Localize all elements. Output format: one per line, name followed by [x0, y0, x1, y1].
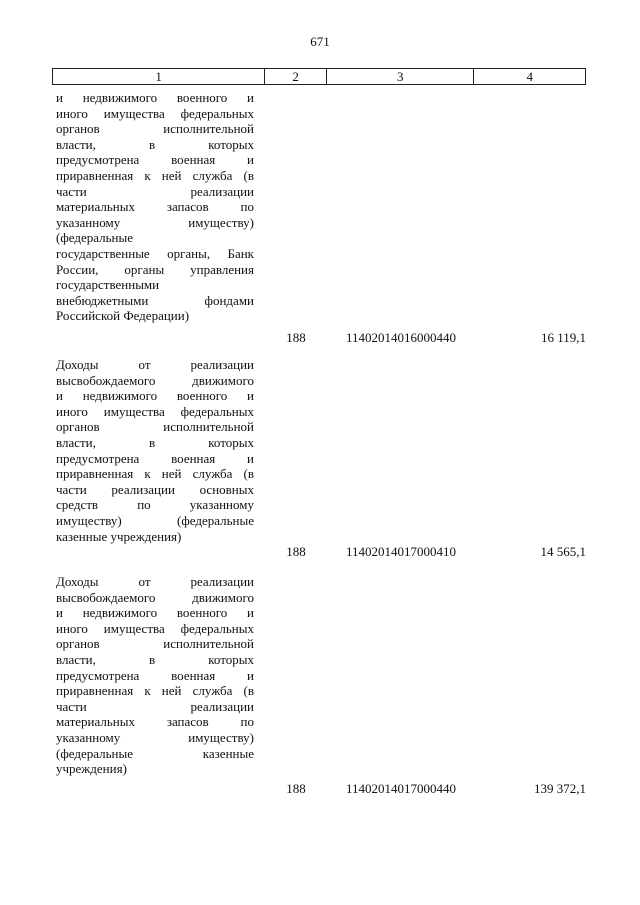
header-col-4: 4	[473, 69, 585, 84]
description-line: приравненная к ней служба (в	[56, 466, 254, 482]
description-line: высвобождаемого движимого	[56, 589, 254, 605]
description-line: материальных запасов по	[56, 714, 254, 730]
header-col-1: 1	[155, 69, 162, 84]
description-line: части реализации	[56, 698, 254, 714]
description-line: приравненная к ней служба (в	[56, 167, 254, 183]
description-line: части реализации основных	[56, 481, 254, 497]
amount: 16 119,1	[540, 330, 586, 345]
description-line: части реализации	[56, 183, 254, 199]
amount: 14 565,1	[540, 544, 586, 559]
description-line: иного имущества федеральных	[56, 403, 254, 419]
description-line: предусмотрена военная и	[56, 667, 254, 683]
header-col-3: 3	[326, 69, 473, 84]
description-line: приравненная к ней служба (в	[56, 683, 254, 699]
description-line: власти, в которых	[56, 651, 254, 667]
description-line: и недвижимого военного и	[56, 605, 254, 621]
description-line: и недвижимого военного и	[56, 90, 254, 105]
header-col-2: 2	[264, 69, 326, 84]
description-line: указанному имуществу)	[56, 214, 254, 230]
description-line: органов исполнительной	[56, 121, 254, 137]
page-number: 671	[310, 34, 330, 49]
admin-code: 188	[286, 330, 306, 345]
description-line: внебюджетными фондами	[56, 292, 254, 308]
admin-code: 188	[286, 781, 306, 796]
description-line: учреждения)	[56, 761, 127, 777]
admin-code: 188	[286, 544, 306, 559]
description-line: предусмотрена военная и	[56, 152, 254, 168]
row-description	[56, 357, 254, 544]
description-line: власти, в которых	[56, 136, 254, 152]
description-line: иного имущества федеральных	[56, 620, 254, 636]
description-line: иного имущества федеральных	[56, 105, 254, 121]
table-header	[52, 68, 586, 85]
description-line: России, органы управления	[56, 261, 254, 277]
description-line: высвобождаемого движимого	[56, 372, 254, 388]
description-line: Российской Федерации)	[56, 308, 190, 324]
description-line: (федеральные казенные	[56, 745, 254, 761]
description-line: предусмотрена военная и	[56, 450, 254, 466]
description-line: и недвижимого военного и	[56, 388, 254, 404]
description-line: казенные учреждения)	[56, 528, 182, 544]
kbk-code: 11402014017000440	[345, 781, 457, 796]
description-line: Доходы от реализации	[56, 357, 254, 372]
amount: 139 372,1	[534, 781, 586, 796]
description-line: органов исполнительной	[56, 419, 254, 435]
description-line: указанному имуществу)	[56, 729, 254, 745]
description-line: органов исполнительной	[56, 636, 254, 652]
description-line: средств по указанному	[56, 497, 254, 513]
description-line: Доходы от реализации	[56, 574, 254, 589]
kbk-code: 11402014016000440	[345, 330, 457, 345]
description-line: имуществу) (федеральные	[56, 512, 254, 528]
row-description	[56, 574, 254, 777]
description-line: (федеральные	[56, 230, 133, 246]
row-description	[56, 90, 254, 324]
kbk-code: 11402014017000410	[345, 544, 457, 559]
description-line: государственными	[56, 277, 160, 293]
description-line: власти, в которых	[56, 434, 254, 450]
description-line: государственные органы, Банк	[56, 245, 254, 261]
description-line: материальных запасов по	[56, 199, 254, 215]
